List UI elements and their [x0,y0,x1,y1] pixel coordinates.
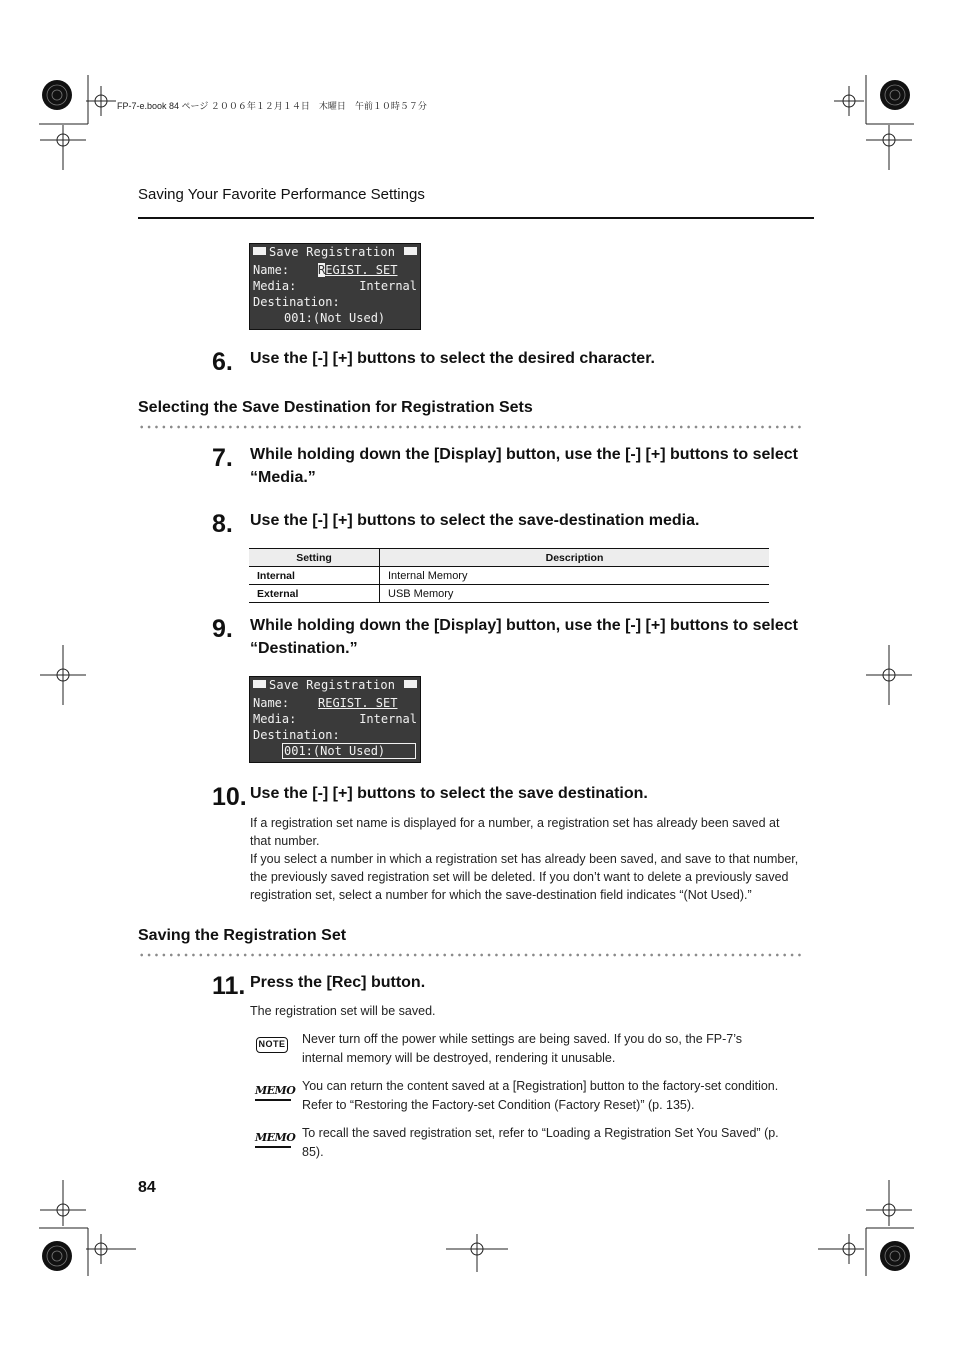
table-cell-description: USB Memory [380,585,770,603]
step-line: “Media.” [250,469,316,486]
table-header-description: Description [380,549,770,567]
section-title-saving: Saving the Registration Set [138,927,347,944]
page-number: 84 [138,1179,156,1196]
memo-icon-label: MEMO [255,1131,296,1144]
step-number: 10. [212,783,247,811]
step-instruction [250,443,810,489]
step-number: 8. [212,510,233,538]
memo-line: To recall the saved registration set, refer to “Loading a Registration Set You Saved” (p. [302,1126,779,1140]
table-cell-setting: External [249,585,380,603]
lcd-value-name: REGIST. SET [318,696,398,710]
memo-line: You can return the content saved at a [Registration] button to the factory-set condition. [302,1079,779,1093]
table-cell-setting: Internal [249,567,380,585]
print-metadata: FP-7-e.book 84 ページ ２００６年１２月１４日 木曜日 午前１０時５７分 [117,101,427,111]
note-icon: NOTE [256,1037,288,1053]
dotted-rule [138,425,802,429]
lcd-page-icon [404,247,417,255]
step-instruction: Press the [Rec] button. [250,974,426,991]
lcd-label-media: Media: [253,712,297,726]
note-line: internal memory will be destroyed, rendering it unusable. [302,1050,616,1065]
lcd-title: Save Registration [269,245,396,259]
lcd-value-name-rest: EGIST. SET [325,263,398,277]
note-text [302,1030,797,1067]
step11-result: The registration set will be saved. [250,1004,436,1018]
table-header-row [249,549,769,567]
step-number: 6. [212,348,233,376]
lcd-label-name: Name: [253,263,290,277]
step10-explanation [250,814,800,904]
lcd-label-destination: Destination: [253,295,340,309]
lcd-label-name: Name: [253,696,290,710]
lcd-title: Save Registration [269,678,396,692]
body-line: the previously saved registration set will be deleted. If you don’t want to delete a previously saved [250,870,789,884]
memo-text [302,1077,797,1114]
step-line: “Destination.” [250,640,358,657]
lcd-value-destination: 001:(Not Used) [284,311,386,325]
header-rule [138,217,814,219]
step-line: While holding down the [Display] button, use the [-] [+] buttons to select [250,446,798,463]
lcd-page-icon [253,680,266,688]
table-row [249,585,769,603]
lcd-screen-save-registration-destination [249,676,421,763]
section-title-destination: Selecting the Save Destination for Registration Sets [138,399,533,416]
lcd-title-bar [252,677,418,693]
memo-icon [255,1084,296,1101]
lcd-label-destination: Destination: [253,728,340,742]
lcd-page-icon [253,247,266,255]
lcd-title-bar [252,244,418,260]
running-header: Saving Your Favorite Performance Settings [138,186,425,203]
lcd-value-destination-selected: 001:(Not Used) [282,743,416,759]
note-line: Never turn off the power while settings are being saved. If you do so, the FP-7’s [302,1032,743,1046]
step-instruction: Use the [-] [+] buttons to select the save destination. [250,785,648,802]
dotted-rule [138,953,802,957]
lcd-label-media: Media: [253,279,297,293]
body-line: that number. [250,834,320,848]
step-line: While holding down the [Display] button, use the [-] [+] buttons to select [250,617,798,634]
step-instruction: Use the [-] [+] buttons to select the desired character. [250,350,655,367]
step-number: 11. [212,972,246,1000]
step-instruction: Use the [-] [+] buttons to select the save-destination media. [250,512,700,529]
memo-line: 85). [302,1144,324,1159]
memo-line: Refer to “Restoring the Factory-set Condition (Factory Reset)” (p. 135). [302,1097,695,1112]
lcd-value-media: Internal [359,279,417,293]
table-header-setting: Setting [249,549,380,567]
body-line: If a registration set name is displayed for a number, a registration set has already been saved at [250,816,780,830]
body-line: If you select a number in which a registration set has already been saved, and save to that number, [250,852,799,866]
table-row [249,567,769,585]
step-instruction [250,614,810,660]
lcd-value-media: Internal [359,712,417,726]
lcd-page-icon [404,680,417,688]
body-line: registration set, select a number for which the save-destination field indicates “(Not Used).” [250,888,752,902]
step-number: 9. [212,615,233,643]
lcd-cursor: R [318,263,326,277]
memo-text [302,1124,797,1161]
memo-icon-label: MEMO [255,1084,296,1097]
table-cell-description: Internal Memory [380,567,770,585]
lcd-screen-save-registration-name [249,243,421,330]
step-number: 7. [212,444,233,472]
memo-icon [255,1131,296,1148]
lcd-value-name [318,262,397,278]
media-settings-table [249,548,769,603]
